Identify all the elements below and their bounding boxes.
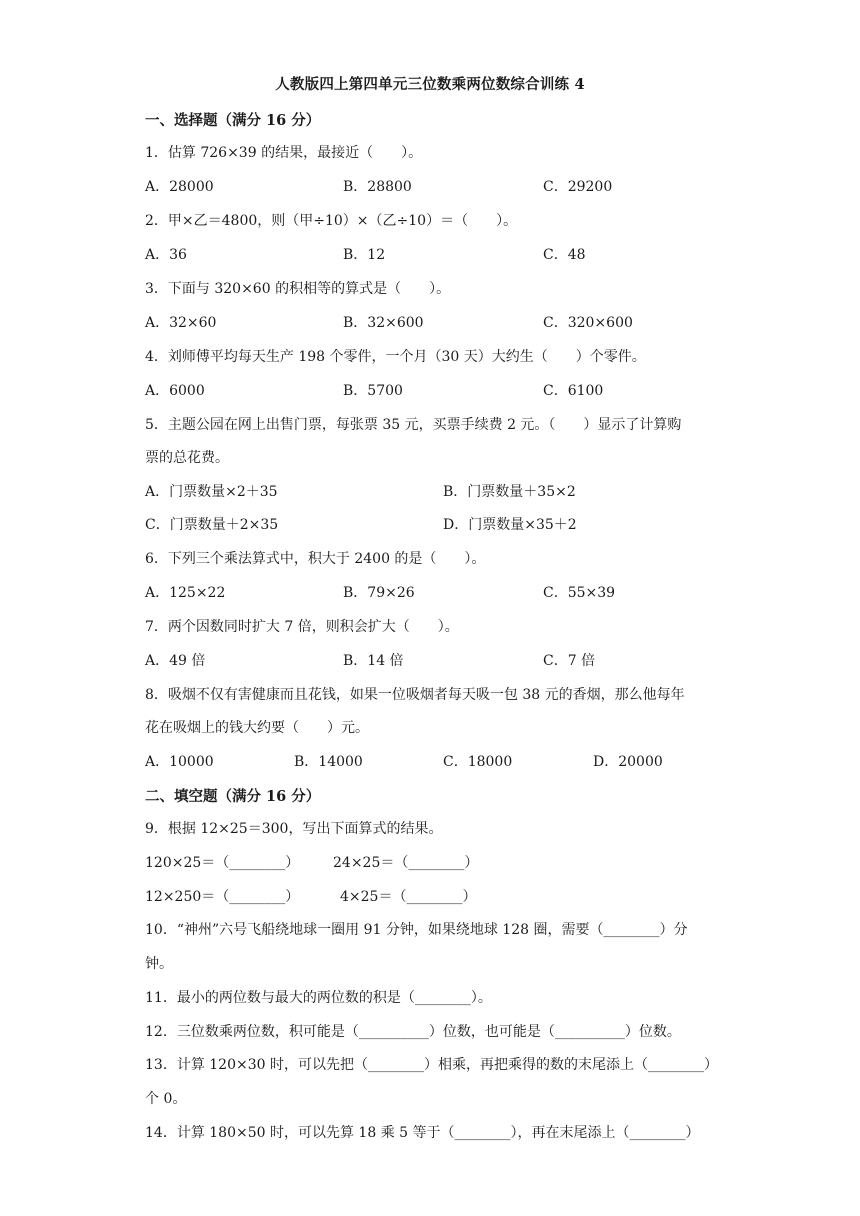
question-6-option-a: A．125×22: [145, 585, 226, 601]
question-3-option-a: A．32×60: [145, 315, 217, 331]
question-8-stem-line-2: 花在吸烟上的钱大约要（ ）元。: [145, 720, 369, 736]
section-heading-multiple-choice: 一、选择题（满分 16 分）: [145, 112, 321, 129]
question-7-stem: 7．两个因数同时扩大 7 倍，则积会扩大（ ）。: [145, 619, 459, 635]
question-2-option-b: B．12: [343, 247, 386, 263]
question-4-stem: 4．刘师傅平均每天生产 198 个零件，一个月（30 天）大约生（ ）个零件。: [145, 349, 646, 365]
question-7-option-b: B．14 倍: [343, 653, 404, 669]
question-4-option-a: A．6000: [145, 383, 205, 399]
question-5-option-a: A．门票数量×2＋35: [145, 484, 278, 500]
question-9-row-1-left: 120×25＝（________）: [145, 855, 300, 871]
question-4-option-b: B．5700: [343, 383, 403, 399]
question-7-option-a: A．49 倍: [145, 653, 206, 669]
question-3-option-c: C．320×600: [543, 315, 633, 331]
question-9-stem: 9．根据 12×25＝300，写出下面算式的结果。: [145, 821, 443, 837]
question-1-stem: 1．估算 726×39 的结果，最接近（ ）。: [145, 145, 423, 161]
question-6-option-c: C．55×39: [543, 585, 616, 601]
question-3-stem: 3．下面与 320×60 的积相等的算式是（ ）。: [145, 281, 451, 297]
question-5-stem-line-2: 票的总花费。: [145, 450, 229, 466]
question-8-stem-line-1: 8．吸烟不仅有害健康而且花钱，如果一位吸烟者每天吸一包 38 元的香烟，那么他每年: [145, 687, 685, 703]
question-5-option-c: C．门票数量＋2×35: [145, 517, 279, 533]
question-1-option-a: A．28000: [145, 179, 214, 195]
question-5-option-d: D．门票数量×35＋2: [443, 517, 577, 533]
question-14-stem-line-1: 14．计算 180×50 时，可以先算 18 乘 5 等于（________），再在末尾添上（________）: [145, 1125, 700, 1141]
question-8-option-c: C．18000: [443, 754, 513, 770]
question-1-option-c: C．29200: [543, 179, 613, 195]
question-8-option-a: A．10000: [145, 754, 214, 770]
page-title: 人教版四上第四单元三位数乘两位数综合训练 4: [275, 76, 585, 93]
question-10-stem-line-1: 10．“神州”六号飞船绕地球一圈用 91 分钟，如果绕地球 128 圈，需要（________）分: [145, 922, 688, 938]
question-1-option-b: B．28800: [343, 179, 412, 195]
question-9-row-2-right: 4×25＝（________）: [340, 889, 477, 905]
question-2-option-c: C．48: [543, 247, 586, 263]
question-9-row-2-left: 12×250＝（________）: [145, 889, 300, 905]
question-6-stem: 6．下列三个乘法算式中，积大于 2400 的是（ ）。: [145, 551, 486, 567]
question-5-option-b: B．门票数量＋35×2: [443, 484, 576, 500]
question-8-option-b: B．14000: [294, 754, 363, 770]
question-7-option-c: C．7 倍: [543, 653, 596, 669]
question-2-option-a: A．36: [145, 247, 187, 263]
question-6-option-b: B．79×26: [343, 585, 415, 601]
question-9-row-1-right: 24×25＝（________）: [333, 855, 479, 871]
question-13-stem-line-1: 13．计算 120×30 时，可以先把（________）相乘，再把乘得的数的末尾添上（________）: [145, 1057, 718, 1073]
question-8-option-d: D．20000: [593, 754, 663, 770]
question-2-stem: 2．甲×乙＝4800，则（甲÷10）×（乙÷10）＝（ ）。: [145, 213, 518, 229]
question-11-stem: 11．最小的两位数与最大的两位数的积是（________）。: [145, 990, 492, 1006]
question-12-stem: 12．三位数乘两位数，积可能是（__________）位数，也可能是（__________）位数。: [145, 1024, 681, 1040]
question-5-stem-line-1: 5．主题公园在网上出售门票，每张票 35 元，买票手续费 2 元。（ ）显示了计算购: [145, 417, 682, 433]
question-10-stem-line-2: 钟。: [145, 956, 173, 972]
question-3-option-b: B．32×600: [343, 315, 424, 331]
question-4-option-c: C．6100: [543, 383, 604, 399]
section-heading-fill-in: 二、填空题（满分 16 分）: [145, 788, 321, 805]
question-13-stem-line-2: 个 0。: [145, 1091, 187, 1107]
